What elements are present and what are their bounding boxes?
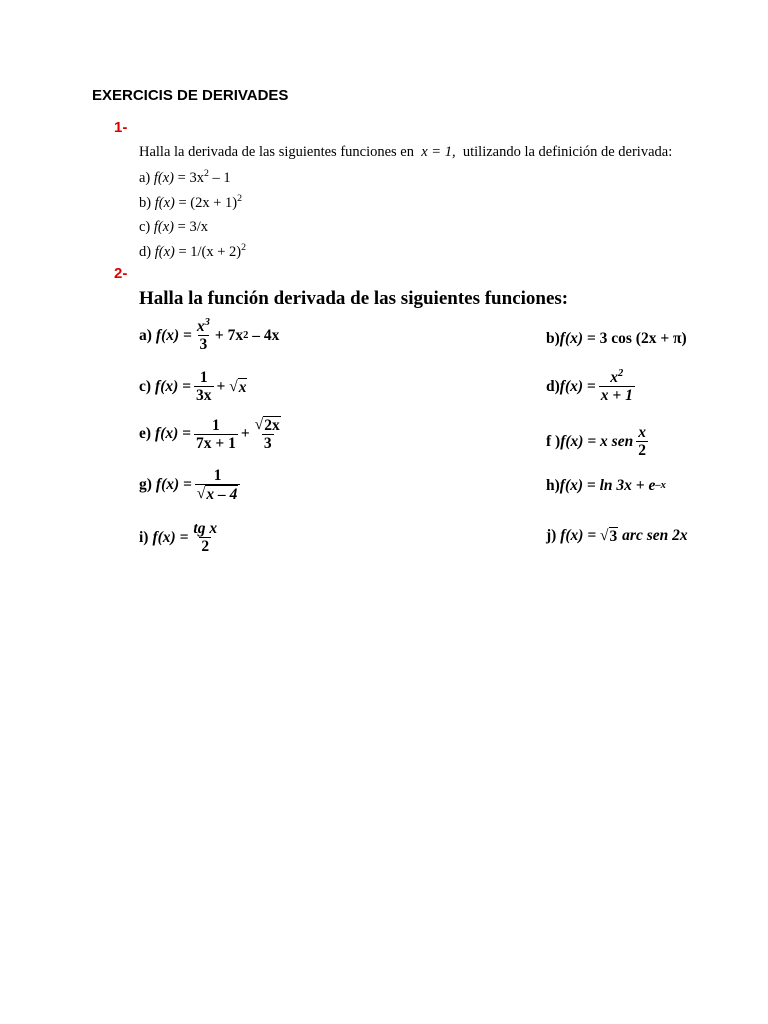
fraction: [194, 369, 214, 405]
function-lhs: f(x) =: [560, 432, 597, 450]
exercise-2g: [139, 467, 243, 503]
exercise-2j: [546, 527, 688, 545]
item-label: e): [139, 425, 152, 443]
plus-sign: +: [216, 377, 226, 395]
fraction: [636, 424, 648, 460]
item-label: a): [139, 326, 152, 344]
fraction: [195, 318, 212, 354]
radicand: 2x: [264, 417, 280, 434]
exercise-1d: [139, 244, 246, 261]
fraction: [599, 369, 635, 405]
denominator: 3x: [196, 387, 212, 405]
exercise-1a: [139, 170, 231, 187]
function-lhs: f(x) =: [155, 425, 191, 443]
function-lhs: f(x): [153, 170, 175, 186]
instruction-x-eq: x = 1,: [421, 144, 456, 160]
function-expr: = 1/(x + 2): [178, 244, 242, 260]
numerator: x: [638, 424, 646, 441]
numerator-exponent: 3: [204, 316, 210, 328]
exercise-2e: [139, 416, 286, 453]
function-expr: ln 3x + e: [599, 477, 656, 494]
function-lhs: f(x) =: [559, 477, 596, 494]
function-expr: x sen: [600, 432, 634, 450]
exercise-1c: [139, 219, 208, 236]
denominator: 3: [263, 435, 272, 453]
function-expr: = 3/x: [177, 219, 208, 235]
square-root: √ 3: [600, 527, 618, 545]
exponent: 2: [237, 193, 243, 205]
radicand: x – 4: [206, 486, 238, 504]
expr-rest-1: + 7x: [214, 326, 244, 344]
item-label: j): [546, 527, 557, 545]
numerator: x: [610, 369, 619, 386]
function-lhs: f(x) =: [155, 377, 191, 395]
exercise-2h: h) f(x) = ln 3x + e –x: [546, 477, 666, 494]
numerator: x: [196, 318, 205, 335]
item-label: i): [139, 528, 149, 546]
radicand: x: [238, 378, 247, 396]
function-lhs: f(x) =: [155, 476, 192, 494]
denominator: 3: [199, 336, 208, 354]
exercise-1b: [139, 195, 242, 212]
item-label: g): [139, 476, 152, 494]
fraction: [191, 520, 219, 556]
instruction-text-1: Halla la derivada de las siguientes funciones en: [139, 144, 414, 160]
square-root: √ x: [229, 377, 247, 396]
square-root: √ x – 4: [196, 485, 238, 504]
item-label: c): [139, 219, 151, 235]
expr-rest-2: – 4x: [252, 326, 280, 344]
function-expr: arc sen 2x: [622, 527, 688, 545]
numerator: 1: [199, 369, 208, 386]
numerator: 1: [212, 416, 220, 434]
exercise-2c: [139, 369, 247, 405]
numerator: tg x: [193, 520, 218, 537]
plus-sign: +: [240, 425, 250, 443]
exercise-2b: [546, 330, 687, 348]
item-label: b): [546, 330, 560, 347]
section-1-number: 1-: [114, 119, 128, 136]
section-2-number: 2-: [114, 265, 128, 282]
denominator: 7x + 1: [196, 434, 236, 452]
exercise-2d: [546, 369, 638, 405]
section-1-instruction: [139, 144, 672, 161]
function-lhs: f(x): [154, 195, 175, 211]
fraction-1: [194, 417, 238, 453]
numerator-exponent: 2: [618, 367, 624, 379]
item-label: b): [139, 195, 152, 211]
exercise-2i: [139, 520, 222, 556]
numerator: 1: [213, 467, 222, 484]
radicand: 3: [609, 528, 618, 545]
function-lhs: f(x): [154, 244, 175, 260]
exercise-2a: a) f(x) = $\frac{x^3}{3}$ + 7x 2 – 4x: [139, 316, 280, 354]
fraction-2: [253, 416, 283, 453]
item-label: f ): [546, 432, 561, 450]
denominator: 2: [638, 442, 646, 460]
square-root: √ 2x: [254, 416, 280, 434]
function-lhs: f(x) =: [559, 330, 596, 347]
function-expr: = 3x: [177, 170, 204, 186]
item-label: d): [546, 377, 560, 395]
denominator: x + 1: [600, 387, 633, 405]
function-lhs: f(x) =: [155, 326, 192, 344]
item-label: d): [139, 244, 152, 260]
item-label: h): [546, 477, 560, 494]
item-label: a): [139, 170, 151, 186]
item-label: c): [139, 377, 152, 395]
exponent: 2: [241, 242, 247, 254]
document-title: EXERCICIS DE DERIVADES: [92, 87, 289, 104]
function-expr-rest: – 1: [212, 170, 231, 186]
function-lhs: f(x) =: [152, 528, 189, 546]
section-2-instruction: Halla la función derivada de las siguientes funciones:: [139, 288, 569, 309]
function-expr: = (2x + 1): [178, 195, 238, 211]
fraction: [195, 467, 241, 503]
instruction-text-2: utilizando la definición de derivada:: [462, 144, 673, 160]
exercise-2f: [546, 424, 651, 460]
function-lhs: f(x): [153, 219, 175, 235]
function-expr: 3 cos (2x + π): [599, 330, 687, 347]
denominator: 2: [201, 538, 210, 556]
function-lhs: f(x) =: [559, 377, 596, 395]
exponent: 2: [203, 168, 209, 180]
function-lhs: f(x) =: [560, 527, 597, 545]
